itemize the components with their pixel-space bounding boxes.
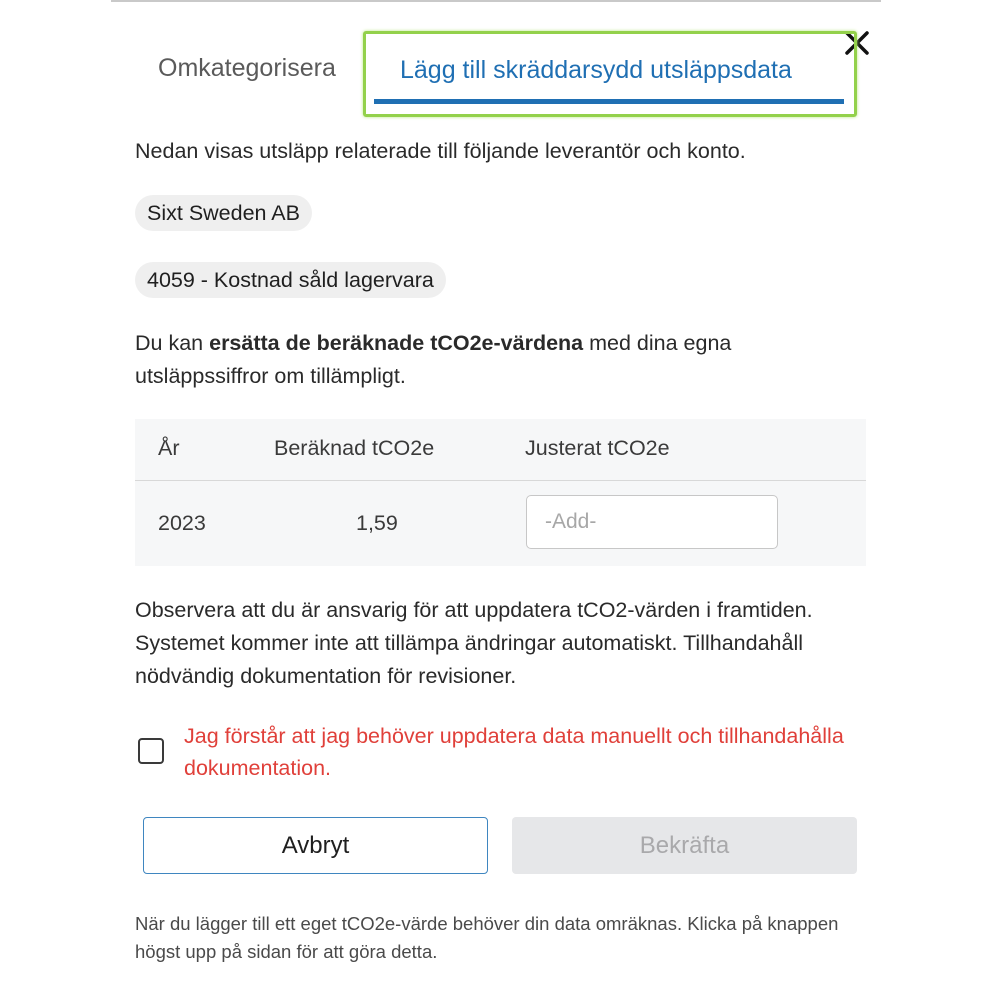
replace-description [135,327,835,393]
tab-custom-emission-data[interactable] [363,31,857,117]
header-adjusted: Justerat tCO2e [525,436,670,460]
emissions-table [135,419,866,566]
acknowledge-checkbox[interactable] [138,738,164,764]
header-calculated: Beräknad tCO2e [274,436,435,460]
recalculate-footnote: När du lägger till ett eget tCO2e-värde behöver din data omräknas. Klicka på knappen högst upp på sidan för att göra detta. [135,913,839,962]
account-chip: 4059 - Kostnad såld lagervara [135,262,446,298]
table-header [135,419,866,481]
top-divider [111,0,881,2]
intro-text: Nedan visas utsläpp relaterade till följande leverantör och konto. [135,139,746,163]
acknowledge-label[interactable]: Jag förstår att jag behöver uppdatera data manuellt och tillhandahålla dokumentation. [184,724,844,780]
adjusted-tco2e-input[interactable] [526,495,778,549]
supplier-chip: Sixt Sweden AB [135,195,312,231]
replace-text-before: Du kan [135,331,210,355]
replace-text-bold: ersätta de beräknade tCO2e-värdena [209,331,584,355]
active-tab-indicator [374,99,844,104]
replace-text-after: med dina egna utsläppssiffror om tillämpligt. [135,331,732,388]
confirm-button[interactable]: Bekräfta [512,817,857,874]
header-year: År [158,436,180,460]
cancel-button[interactable]: Avbryt [143,817,488,874]
cell-year: 2023 [158,511,206,535]
responsibility-notice: Observera att du är ansvarig för att uppdatera tCO2-värden i framtiden. Systemet kommer inte att tillämpa ändringar automatiskt. Tillhandahåll nödvändig dokumentation för revisioner. [135,598,813,688]
tab-omkategorisera[interactable]: Omkategorisera [158,54,336,82]
tab-label: Lägg till skräddarsydd utsläppsdata [400,56,792,84]
cell-calculated: 1,59 [356,511,398,535]
